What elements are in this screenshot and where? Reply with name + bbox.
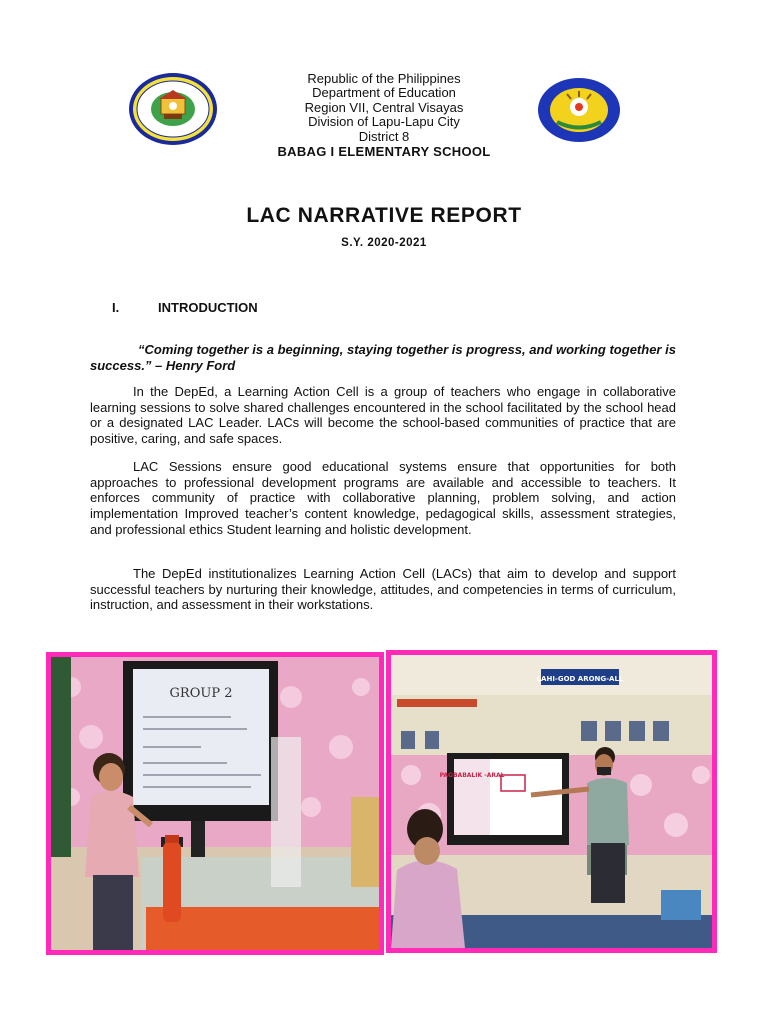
paragraph-3: The DepEd institutionalizes Learning Action Cell (LACs) that aim to develop and support successful teachers by nurturing their knowledge, attitudes, and competencies in terms of curriculum, instruction, and assessment in their workstations. <box>90 566 676 613</box>
school-name: BABAG I ELEMENTARY SCHOOL <box>277 144 491 160</box>
header-line-district: District 8 <box>358 128 410 144</box>
section-title: INTRODUCTION <box>158 300 258 315</box>
screen-title-group-2: GROUP 2 <box>169 686 233 701</box>
report-title: LAC NARRATIVE REPORT <box>246 204 522 227</box>
photo-presenter-pagbabalik-aral <box>386 650 717 953</box>
photo-presenter-group-2 <box>46 652 384 955</box>
paragraph-1: In the DepEd, a Learning Action Cell is a group of teachers who engage in collaborative learning sessions to solve shared challenges encountered in the school facilitated by the school head or a designated LAC Leader. LACs will become the school-based communities of practice that are positive, caring, and safe spaces. <box>90 384 676 447</box>
header-line-division: Division of Lapu-Lapu City <box>308 114 460 130</box>
division-seal-icon <box>537 77 621 143</box>
paragraph-2: LAC Sessions ensure good educational systems ensure that opportunities for both approaches to professional development programs are available and accessible to teachers. It enforces community of practice with collaborative planning, problem solving, and action implementation Improved teacher’s content knowledge, pedagogical skills, assessment strategies, and professional ethics Student learning and holistic development. <box>90 459 676 537</box>
header-line-department: Department of Education <box>312 85 456 101</box>
header-line-republic: Republic of the Philippines <box>307 71 461 86</box>
quote: “Coming together is a beginning, staying together is progress, and working together is success.” – Henry Ford <box>90 342 676 373</box>
section-number: I. <box>112 300 120 315</box>
letterhead <box>200 72 568 159</box>
classroom-banner: LAHI-GOD ARONG-ALL <box>536 675 624 683</box>
screen-title-pagbabalik-aral: PAGBABALIK -ARAL <box>439 772 505 779</box>
school-year: S.Y. 2020-2021 <box>341 237 427 249</box>
header-line-region: Region VII, Central Visayas <box>304 99 464 115</box>
